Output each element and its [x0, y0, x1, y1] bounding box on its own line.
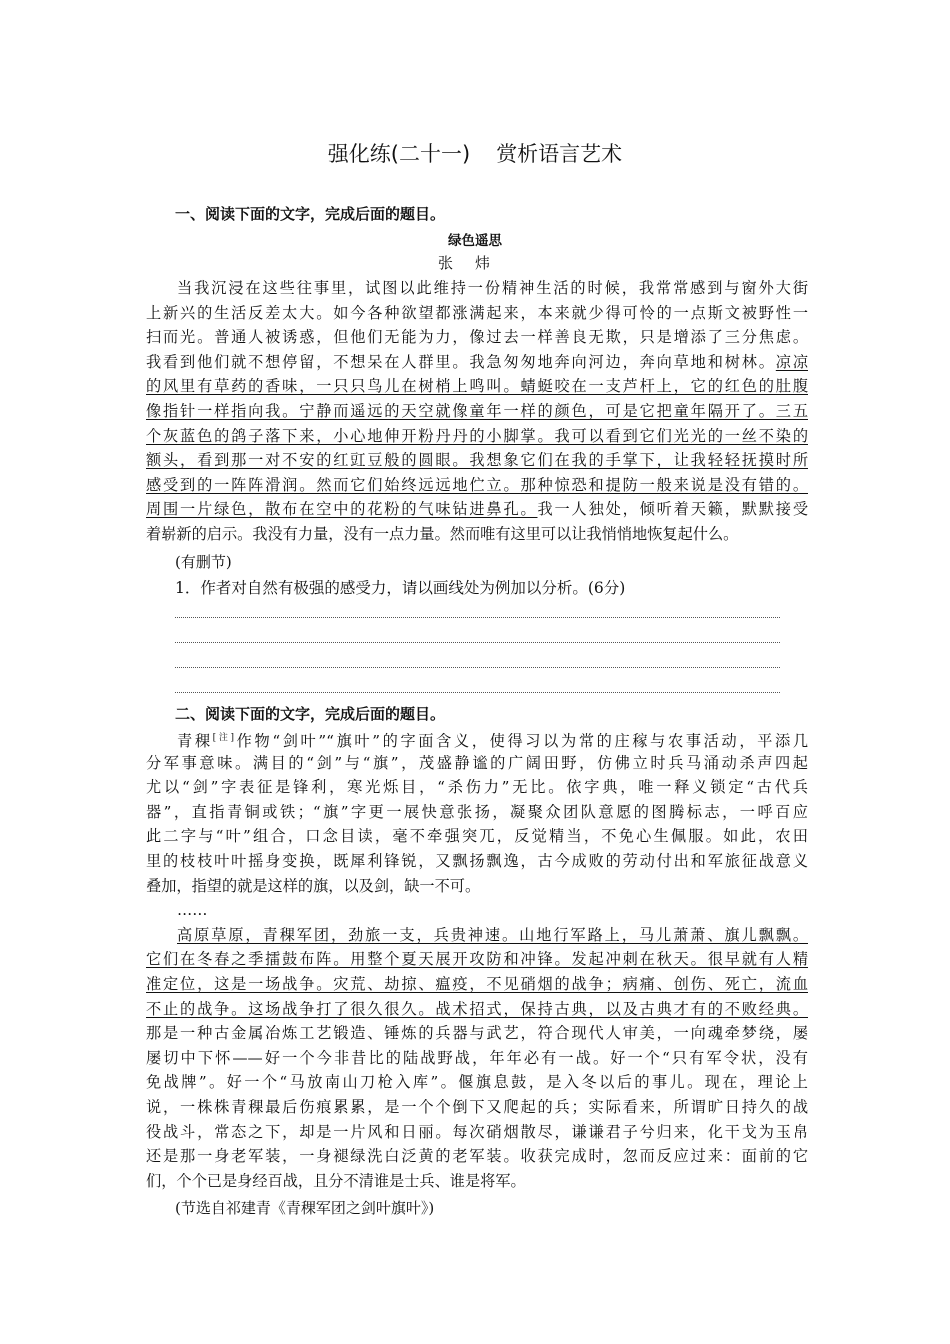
passage-1-line — [146, 374, 808, 399]
passage-1-line — [146, 448, 808, 473]
underlined-text: 它们在冬春之季擂鼓布阵。用整个夏天展开攻防和冲锋。发起冲刺在秋天。很早就有人精 — [146, 950, 808, 969]
passage-1-line — [146, 473, 808, 498]
section-2-heading: 二、阅读下面的文字，完成后面的题目。 — [175, 705, 446, 723]
underlined-text: 感受到的一阵阵滑润。然而它们始终远远地伫立。那种惊恐和提防一般来说是没有错的。 — [146, 475, 808, 494]
passage-2-line — [146, 947, 808, 972]
answer-line[interactable] — [175, 617, 780, 618]
article-title: 绿色遥思 — [448, 233, 502, 249]
passage-2-line: 们，个个已是身经百战，且分不清谁是士兵、谁是将军。 — [146, 1171, 526, 1190]
passage-2-line: 青稞[注]作物“剑叶”“旗叶”的字面含义，使得习以为常的庄稼与农事活动，平添几 — [177, 732, 808, 751]
passage-2-line: 器”，直指青铜或铁；“旗”字更一展快意张扬，凝聚众团队意愿的图腾标志，一呼百应 — [146, 802, 808, 821]
passage-2-line — [146, 923, 808, 948]
passage-2-line: 还是那一身老军装，一身褪绿洗白泛黄的老军装。收获完成时，忽而反应过来：面前的它 — [146, 1147, 808, 1166]
passage-2-line: 那是一种古金属冶炼工艺锻造、锤炼的兵器与武艺，符合现代人审美，一向魂牵梦绕，屡 — [146, 1024, 808, 1043]
passage-1 — [146, 276, 808, 547]
underlined-text: 像指针一样指向我。宁静而遥远的天空就像童年一样的颜色，可是它把童年隔开了。三五 — [146, 401, 808, 420]
passage-1-line: 当我沉浸在这些往事里，试图以此维持一份精神生活的时候，我常常感到与窗外大街 — [177, 279, 808, 297]
passage-2-line: 说，一株株青稞最后伤痕累累，是一个个倒下又爬起的兵；实际看来，所谓旷日持久的战 — [146, 1097, 808, 1116]
source-note: (节选自祁建青《青稞军团之剑叶旗叶》) — [175, 1199, 435, 1217]
answer-line[interactable] — [175, 667, 780, 668]
section-1-heading: 一、阅读下面的文字，完成后面的题目。 — [175, 205, 446, 223]
underlined-text: 周围一片绿色，散布在空中的花粉的气味钻进鼻孔。 — [146, 500, 538, 519]
passage-2-line: 屡切中下怀——好一个今非昔比的陆战野战，年年必有一战。好一个“只有军令状，没有 — [146, 1048, 808, 1067]
passage-1-line: 上新兴的生活反差太大。如今各种欲望都涨满起来，本来就少得可怜的一点斯文被野性一 — [146, 303, 808, 322]
passage-2-line: 分军事意味。满目的“剑”与“旗”，茂盛静谧的广阔田野，仿佛立时兵马涌动杀声四起 — [146, 753, 808, 772]
footnote-marker: [注] — [212, 733, 234, 743]
passage-2-line: 役战斗，常态之下，却是一片风和日丽。每次硝烟散尽，谦谦君子兮归来，化干戈为玉帛 — [146, 1122, 808, 1141]
underlined-text: 的风里有草药的香味，一只只鸟儿在树梢上鸣叫。蜻蜓咬在一支芦杆上，它的红色的肚腹 — [146, 377, 808, 396]
question-1: 1．作者对自然有极强的感受力，请以画线处为例加以分析。(6分) — [175, 579, 626, 597]
underlined-text: 高原草原，青稞军团，劲旅一支，兵贵神速。山地行军路上，马儿萧萧、旗儿飘飘。 — [177, 925, 808, 944]
underlined-text: 准定位，这是一场战争。灾荒、劫掠、瘟疫，不见硝烟的战争；病痛、创伤、死亡，流血 — [146, 974, 808, 993]
passage-1-line: 我看到他们就不想停留，不想呆在人群里。我急匆匆地奔向河边，奔向草地和树林。凉凉 — [146, 352, 808, 371]
ellipsis: …… — [177, 901, 208, 920]
passage-2-line: 尤以“剑”字表征是锋利，寒光烁目，“杀伤力”无比。依字典，唯一释义锁定“古代兵 — [146, 778, 808, 797]
underlined-text: 额头，看到那一对不安的红豇豆般的圆眼。我想象它们在我的手掌下，让我轻轻抚摸时所 — [146, 451, 808, 470]
underlined-text: 个灰蓝色的鸽子落下来，小心地伸开粉丹丹的小脚掌。我可以看到它们光光的一丝不染的 — [146, 426, 808, 445]
article-author: 张炜 — [437, 254, 512, 272]
abridged-note: (有删节) — [175, 553, 232, 571]
passage-1-line — [146, 424, 808, 449]
passage-2 — [146, 726, 808, 1193]
page-title — [0, 138, 950, 168]
underlined-text: 不止的战争。这场战争打了很久很久。战术招式，保持古典，以及古典才有的不败经典。 — [146, 999, 808, 1018]
passage-2-line: 里的枝枝叶叶摇身变换，既犀利锋锐，又飘扬飘逸，古今成败的劳动付出和军旅征战意义 — [146, 851, 808, 870]
page-title-topic: 赏析语言艺术 — [496, 142, 623, 166]
passage-2-line: 免战牌”。好一个“马放南山刀枪入库”。偃旗息鼓，是入冬以后的事儿。现在，理论上 — [146, 1073, 808, 1092]
passage-2-line: 此二字与“叶”组合，口念目读，毫不牵强突兀，反觉精当，不免心生佩服。如此，农田 — [146, 827, 808, 846]
passage-2-line: 叠加，指望的就是这样的旗，以及剑，缺一不可。 — [146, 876, 481, 895]
passage-1-line — [146, 399, 808, 424]
passage-2-line — [146, 997, 808, 1022]
passage-1-line: 周围一片绿色，散布在空中的花粉的气味钻进鼻孔。我一人独处，倾听着天籁，默默接受 — [146, 500, 808, 519]
passage-1-line: 着崭新的启示。我没有力量，没有一点力量。然而唯有这里可以让我悄悄地恢复起什么。 — [146, 524, 739, 543]
answer-line[interactable] — [175, 692, 780, 693]
underlined-text: 凉凉 — [775, 352, 808, 371]
passage-1-line: 扫而光。普通人被诱惑，但他们无能为力，像过去一样善良无欺，只是增添了三分焦虑。 — [146, 328, 808, 347]
answer-line[interactable] — [175, 642, 780, 643]
page-title-number: 强化练(二十一) — [327, 142, 471, 166]
passage-2-line — [146, 972, 808, 997]
